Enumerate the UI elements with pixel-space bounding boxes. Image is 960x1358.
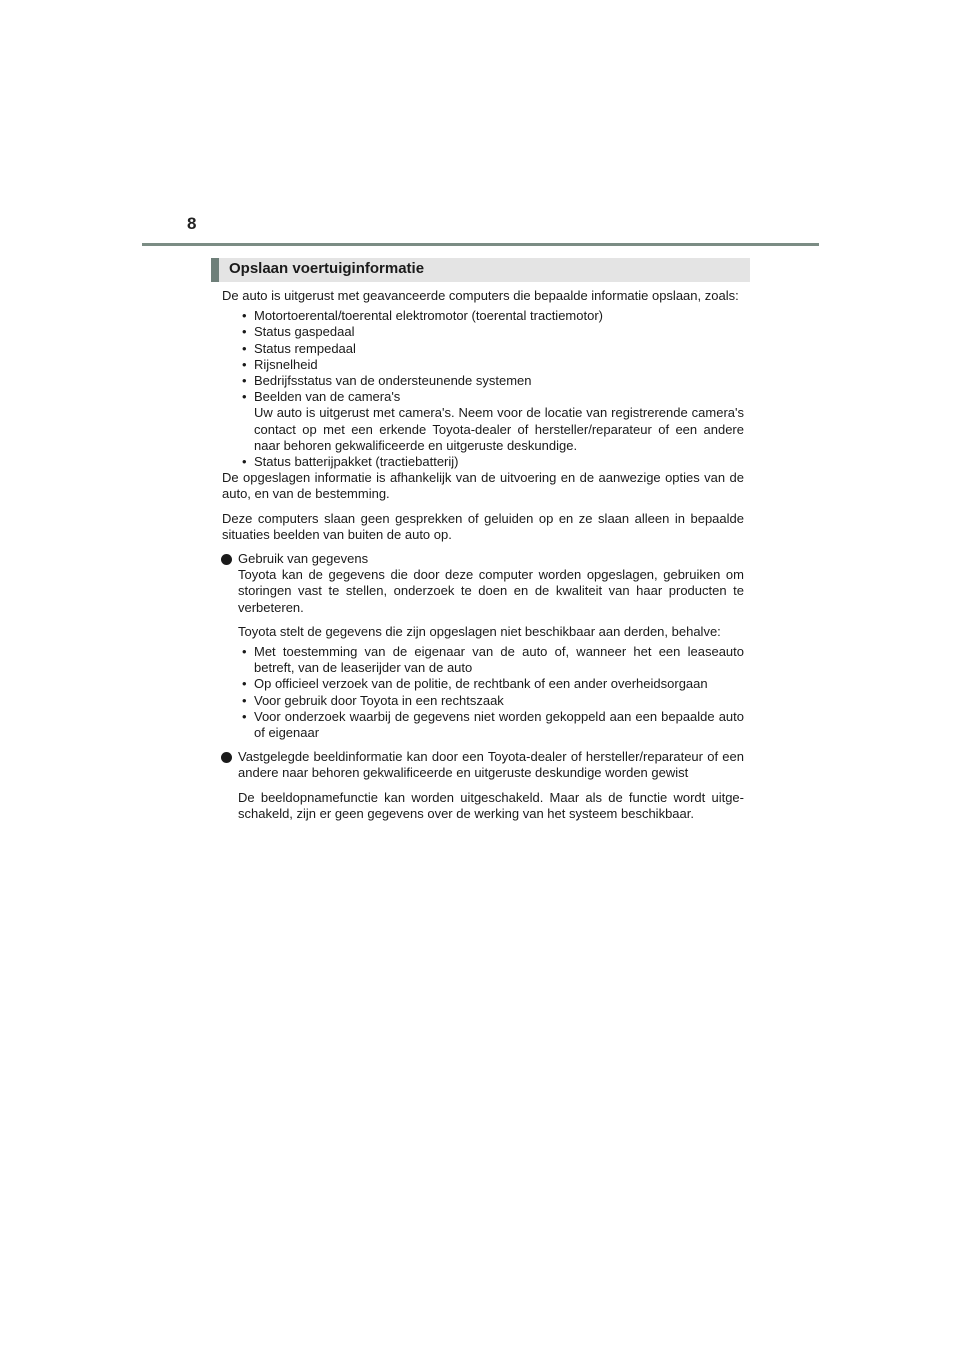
list-item: • Status gaspedaal	[222, 324, 744, 340]
list-item-camera	[222, 389, 744, 454]
document-body	[222, 288, 744, 822]
list-item: • Status batterijpakket (tractiebatterij)	[222, 454, 744, 470]
usage-text: Toyota kan de gegevens die door deze computer worden opgeslagen, gebruiken om storingen vast te stellen, onderzoek te doen en de kwaliteit van haar producten te verbeteren.	[238, 567, 744, 615]
section-header	[211, 258, 750, 282]
list-item: • Voor gebruik door Toyota in een rechtszaak	[238, 693, 744, 709]
list-item: • Met toestemming van de eigenaar van de auto of, wanneer het een leaseauto betreft, van de leaserijder van de auto	[238, 644, 744, 676]
stored-info-list	[222, 308, 744, 470]
erase-section	[222, 749, 744, 822]
list-item: • Status rempedaal	[222, 341, 744, 357]
erase-text: De beeldopnamefunctie kan worden uitgeschakeld. Maar als de functie wordt uitge-schakeld, zijn er geen gegevens over de werking van het systeem beschikbaar.	[238, 789, 744, 821]
list-item: • Bedrijfsstatus van de ondersteunende systemen	[222, 373, 744, 389]
usage-section	[222, 551, 744, 741]
list-item: • Op officieel verzoek van de politie, de rechtbank of een ander overheidsorgaan	[238, 676, 744, 692]
camera-note: Uw auto is uitgerust met camera's. Neem voor de locatie van registrerende camera's contact op met een erkende Toyota-dealer of hersteller/reparateur of een andere naar behoren gekwalificeerde en uitgeruste deskundige.	[254, 405, 744, 453]
paragraph-dependency: De opgeslagen informatie is afhankelijk van de uitvoering en de aanwezige opties van de auto, en van de bestemming.	[222, 470, 744, 502]
intro-paragraph: De auto is uitgerust met geavanceerde computers die bepaalde informatie opslaan, zoals:	[222, 288, 739, 303]
list-item-label: • Beelden van de camera's	[254, 389, 401, 405]
usage-exceptions-intro: Toyota stelt de gegevens die zijn opgeslagen niet beschikbaar aan derden, behalve:	[238, 623, 721, 639]
bullet-dot-icon	[221, 752, 232, 763]
section-title: Opslaan voertuiginformatie	[229, 260, 425, 277]
list-item: • Motortoerental/toerental elektromotor (toerental tractiemotor)	[222, 308, 744, 324]
paragraph-recording: Deze computers slaan geen gesprekken of geluiden op en ze slaan alleen in bepaalde situaties beelden van buiten de auto op.	[222, 510, 744, 542]
usage-heading: Gebruik van gegevens	[238, 551, 369, 567]
bullet-dot-icon	[221, 554, 232, 565]
exceptions-list	[238, 644, 744, 741]
list-item: • Voor onderzoek waarbij de gegevens niet worden gekoppeld aan een bepaalde auto of eigenaar	[238, 709, 744, 741]
header-rule	[142, 243, 819, 246]
page-number: 8	[187, 214, 197, 233]
list-item: • Rijsnelheid	[222, 357, 744, 373]
erase-heading: Vastgelegde beeldinformatie kan door een Toyota-dealer of hersteller/reparateur of een andere naar behoren gekwalificeerde en uitgeruste deskundige worden gewist	[238, 749, 744, 781]
